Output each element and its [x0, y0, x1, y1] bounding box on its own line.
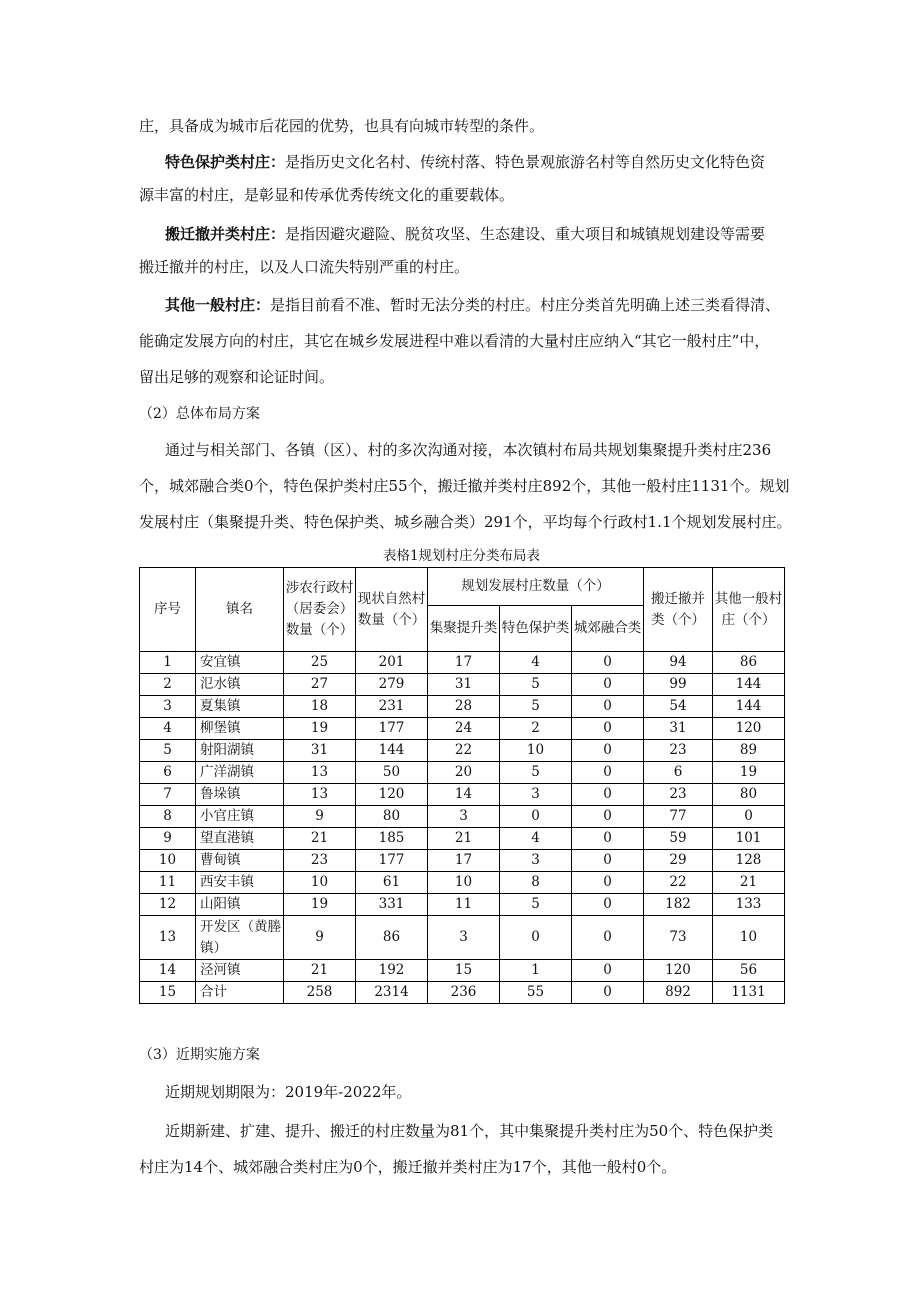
table-row: [140, 828, 785, 850]
cell-other: 56: [713, 960, 785, 982]
cell-feature: 8: [500, 872, 572, 894]
header-relocation: 搬迁撤并类（个）: [644, 568, 713, 652]
cell-agglomeration: 3: [428, 916, 500, 960]
cell-relocation: 6: [644, 762, 713, 784]
table-row: [140, 762, 785, 784]
cell-town: 夏集镇: [196, 696, 284, 718]
cell-relocation: 22: [644, 872, 713, 894]
term-bold: 其他一般村庄：: [165, 296, 271, 314]
cell-admin: 27: [284, 674, 356, 696]
cell-feature: 5: [500, 894, 572, 916]
table-row: [140, 894, 785, 916]
cell-agglomeration: 28: [428, 696, 500, 718]
paragraph-line: 搬迁撤并的村庄，以及人口流失特别严重的村庄。: [139, 258, 470, 276]
cell-seq: 5: [140, 740, 196, 762]
table-row: [140, 806, 785, 828]
cell-seq: 13: [140, 916, 196, 960]
cell-other: 144: [713, 696, 785, 718]
cell-town: 柳堡镇: [196, 718, 284, 740]
cell-suburban: 0: [572, 696, 644, 718]
village-classification-table: [139, 567, 785, 1004]
table-row: [140, 674, 785, 696]
cell-other: 1131: [713, 982, 785, 1004]
table-row: [140, 740, 785, 762]
cell-feature: 10: [500, 740, 572, 762]
cell-agglomeration: 14: [428, 784, 500, 806]
cell-feature: 0: [500, 916, 572, 960]
cell-town: 氾水镇: [196, 674, 284, 696]
cell-other: 21: [713, 872, 785, 894]
table-row: [140, 696, 785, 718]
section-heading: （3）近期实施方案: [139, 1047, 260, 1063]
cell-admin: 21: [284, 960, 356, 982]
table-row: [140, 652, 785, 674]
cell-admin: 9: [284, 916, 356, 960]
cell-suburban: 0: [572, 806, 644, 828]
cell-feature: 5: [500, 696, 572, 718]
cell-admin: 19: [284, 718, 356, 740]
header-natural-villages: 现状自然村数量（个）: [356, 568, 428, 652]
cell-seq: 7: [140, 784, 196, 806]
cell-seq: 2: [140, 674, 196, 696]
cell-town: 曹甸镇: [196, 850, 284, 872]
cell-relocation: 77: [644, 806, 713, 828]
cell-admin: 31: [284, 740, 356, 762]
header-agglomeration: 集聚提升类: [428, 606, 500, 652]
table-row: [140, 784, 785, 806]
cell-agglomeration: 10: [428, 872, 500, 894]
cell-natural: 61: [356, 872, 428, 894]
cell-other: 80: [713, 784, 785, 806]
cell-other: 128: [713, 850, 785, 872]
paragraph-line: 能确定发展方向的村庄，其它在城乡发展进程中难以看清的大量村庄应纳入“其它一般村庄”中，: [139, 332, 770, 350]
cell-town: 望直港镇: [196, 828, 284, 850]
cell-other: 0: [713, 806, 785, 828]
paragraph-line: 留出足够的观察和论证时间。: [139, 368, 335, 386]
cell-agglomeration: 15: [428, 960, 500, 982]
cell-natural: 50: [356, 762, 428, 784]
paragraph-feature-protection: [165, 151, 765, 173]
cell-agglomeration: 3: [428, 806, 500, 828]
cell-feature: 4: [500, 652, 572, 674]
section-heading: （2）总体布局方案: [139, 406, 260, 422]
paragraph-text: 是指历史文化名村、传统村落、特色景观旅游名村等自然历史文化特色资: [285, 153, 766, 171]
cell-seq: 14: [140, 960, 196, 982]
cell-admin: 258: [284, 982, 356, 1004]
cell-natural: 231: [356, 696, 428, 718]
cell-relocation: 31: [644, 718, 713, 740]
cell-natural: 86: [356, 916, 428, 960]
cell-natural: 177: [356, 718, 428, 740]
cell-town: 鲁垛镇: [196, 784, 284, 806]
cell-admin: 13: [284, 762, 356, 784]
cell-seq: 10: [140, 850, 196, 872]
cell-seq: 8: [140, 806, 196, 828]
cell-natural: 192: [356, 960, 428, 982]
table-row: [140, 982, 785, 1004]
cell-town: 安宜镇: [196, 652, 284, 674]
cell-relocation: 29: [644, 850, 713, 872]
cell-relocation: 182: [644, 894, 713, 916]
cell-feature: 4: [500, 828, 572, 850]
header-feature-protection: 特色保护类: [500, 606, 572, 652]
cell-town: 广洋湖镇: [196, 762, 284, 784]
paragraph-relocation: [165, 223, 765, 245]
cell-relocation: 94: [644, 652, 713, 674]
cell-admin: 21: [284, 828, 356, 850]
cell-agglomeration: 24: [428, 718, 500, 740]
cell-suburban: 0: [572, 652, 644, 674]
cell-feature: 5: [500, 762, 572, 784]
cell-feature: 2: [500, 718, 572, 740]
cell-agglomeration: 11: [428, 894, 500, 916]
paragraph-line: 个，城郊融合类0个，特色保护类村庄55个，搬迁撤并类村庄892个，其他一般村庄1131个。规划: [139, 477, 790, 495]
paragraph-line: 通过与相关部门、各镇（区）、村的多次沟通对接，本次镇村布局共规划集聚提升类村庄236: [165, 441, 772, 459]
cell-admin: 23: [284, 850, 356, 872]
cell-agglomeration: 17: [428, 652, 500, 674]
cell-suburban: 0: [572, 850, 644, 872]
cell-relocation: 23: [644, 784, 713, 806]
cell-admin: 13: [284, 784, 356, 806]
paragraph-other-general: [165, 294, 780, 316]
cell-admin: 9: [284, 806, 356, 828]
cell-feature: 0: [500, 806, 572, 828]
cell-suburban: 0: [572, 916, 644, 960]
cell-seq: 1: [140, 652, 196, 674]
paragraph-line: 庄，具备成为城市后花园的优势，也具有向城市转型的条件。: [139, 117, 545, 135]
cell-other: 19: [713, 762, 785, 784]
cell-town: 合计: [196, 982, 284, 1004]
cell-natural: 80: [356, 806, 428, 828]
paragraph-text: 是指因避灾避险、脱贫攻坚、生态建设、重大项目和城镇规划建设等需要: [285, 225, 766, 243]
cell-feature: 55: [500, 982, 572, 1004]
cell-suburban: 0: [572, 960, 644, 982]
table-row: [140, 960, 785, 982]
cell-other: 101: [713, 828, 785, 850]
cell-agglomeration: 21: [428, 828, 500, 850]
header-seq: 序号: [140, 568, 196, 652]
header-town: 镇名: [196, 568, 284, 652]
cell-natural: 279: [356, 674, 428, 696]
cell-natural: 2314: [356, 982, 428, 1004]
cell-natural: 331: [356, 894, 428, 916]
header-admin-villages: 涉农行政村（居委会）数量（个）: [284, 568, 356, 652]
cell-natural: 185: [356, 828, 428, 850]
header-suburban: 城郊融合类: [572, 606, 644, 652]
term-bold: 特色保护类村庄：: [165, 153, 286, 171]
cell-town: 小官庄镇: [196, 806, 284, 828]
cell-relocation: 54: [644, 696, 713, 718]
cell-suburban: 0: [572, 718, 644, 740]
paragraph-line: 村庄为14个、城郊融合类村庄为0个，搬迁撤并类村庄为17个，其他一般村0个。: [139, 1158, 677, 1176]
paragraph-line: 发展村庄（集聚提升类、特色保护类、城乡融合类）291个，平均每个行政村1.1个规划发展村庄。: [139, 513, 792, 531]
paragraph-line: 近期规划期限为：2019年-2022年。: [165, 1083, 412, 1101]
table-row: [140, 718, 785, 740]
cell-agglomeration: 17: [428, 850, 500, 872]
cell-seq: 11: [140, 872, 196, 894]
cell-town: 西安丰镇: [196, 872, 284, 894]
cell-suburban: 0: [572, 828, 644, 850]
cell-natural: 144: [356, 740, 428, 762]
cell-relocation: 73: [644, 916, 713, 960]
cell-suburban: 0: [572, 982, 644, 1004]
cell-suburban: 0: [572, 784, 644, 806]
table-row: [140, 872, 785, 894]
cell-suburban: 0: [572, 872, 644, 894]
cell-other: 86: [713, 652, 785, 674]
paragraph-line: 源丰富的村庄，是彰显和传承优秀传统文化的重要载体。: [139, 186, 515, 204]
cell-agglomeration: 20: [428, 762, 500, 784]
term-bold: 搬迁撤并类村庄：: [165, 225, 286, 243]
cell-suburban: 0: [572, 894, 644, 916]
cell-agglomeration: 236: [428, 982, 500, 1004]
cell-other: 120: [713, 718, 785, 740]
cell-other: 10: [713, 916, 785, 960]
cell-town: 山阳镇: [196, 894, 284, 916]
cell-suburban: 0: [572, 740, 644, 762]
table-row: [140, 916, 785, 960]
cell-seq: 3: [140, 696, 196, 718]
table-caption: 表格1规划村庄分类布局表: [382, 548, 541, 564]
cell-town: 泾河镇: [196, 960, 284, 982]
cell-suburban: 0: [572, 762, 644, 784]
cell-seq: 6: [140, 762, 196, 784]
paragraph-line: 近期新建、扩建、提升、搬迁的村庄数量为81个，其中集聚提升类村庄为50个、特色保护类: [165, 1122, 774, 1140]
cell-other: 89: [713, 740, 785, 762]
cell-feature: 3: [500, 784, 572, 806]
cell-seq: 12: [140, 894, 196, 916]
cell-town: 开发区（黄塍镇）: [196, 916, 284, 960]
cell-admin: 18: [284, 696, 356, 718]
cell-relocation: 99: [644, 674, 713, 696]
cell-admin: 25: [284, 652, 356, 674]
cell-admin: 19: [284, 894, 356, 916]
cell-relocation: 120: [644, 960, 713, 982]
cell-admin: 10: [284, 872, 356, 894]
cell-seq: 9: [140, 828, 196, 850]
cell-other: 133: [713, 894, 785, 916]
cell-relocation: 892: [644, 982, 713, 1004]
cell-feature: 3: [500, 850, 572, 872]
header-planned-development: 规划发展村庄数量（个）: [428, 568, 644, 606]
cell-agglomeration: 22: [428, 740, 500, 762]
cell-feature: 1: [500, 960, 572, 982]
cell-other: 144: [713, 674, 785, 696]
paragraph-text: 是指目前看不准、暂时无法分类的村庄。村庄分类首先明确上述三类看得清、: [270, 296, 781, 314]
cell-seq: 15: [140, 982, 196, 1004]
cell-natural: 177: [356, 850, 428, 872]
cell-suburban: 0: [572, 674, 644, 696]
cell-agglomeration: 31: [428, 674, 500, 696]
cell-natural: 120: [356, 784, 428, 806]
cell-seq: 4: [140, 718, 196, 740]
cell-feature: 5: [500, 674, 572, 696]
table-row: [140, 850, 785, 872]
cell-relocation: 59: [644, 828, 713, 850]
cell-relocation: 23: [644, 740, 713, 762]
cell-natural: 201: [356, 652, 428, 674]
header-other-general: 其他一般村庄（个）: [713, 568, 785, 652]
cell-town: 射阳湖镇: [196, 740, 284, 762]
